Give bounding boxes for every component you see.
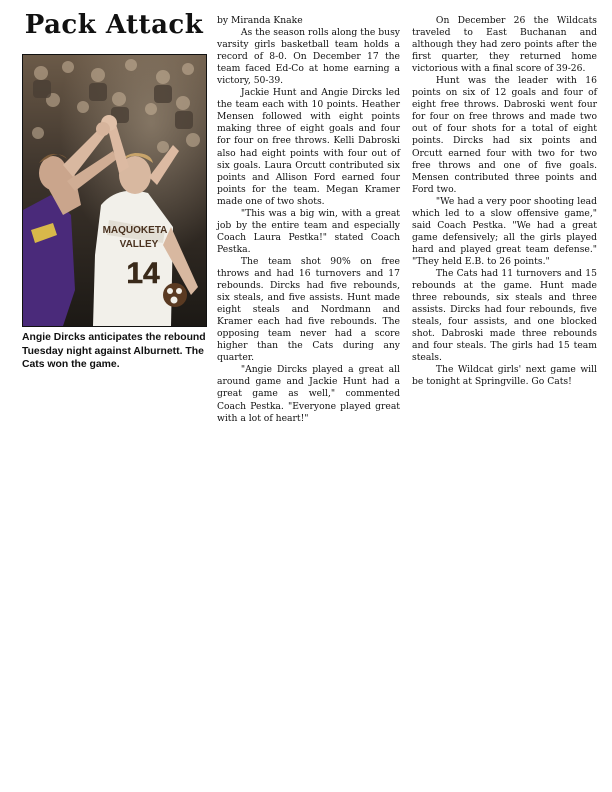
photo-caption: Angie Dircks anticipates the rebound Tuesday night against Alburnett. The Cats won the game.	[22, 332, 206, 371]
paragraph: Hunt was the leader with 16 points on six of 12 goals and four of eight free throws. Dabroski went four for four on free throws and made two out of four shots for a total of eight points. Dircks had six points and Orcutt earned four with two for two free throws and one of five goals. Mensen contributed three points and Ford two.	[412, 75, 597, 195]
paragraph: On December 26 the Wildcats traveled to East Buchanan and although they had zero points after the first quarter, they returned home victorious with a final score of 39-26.	[412, 15, 597, 75]
jersey-text-line-1: MAQUOKETA	[102, 225, 168, 236]
paragraph: "This was a big win, with a great job by the entire team and especially Coach Laura Pestka!" stated Coach Pestka.	[217, 207, 400, 255]
paragraph: The Wildcat girls' next game will be tonight at Springville. Go Cats!	[412, 364, 597, 388]
jersey-text-line-2: VALLEY	[119, 239, 159, 250]
basketball-photo	[22, 54, 207, 327]
headline: Pack Attack	[24, 10, 204, 40]
paragraph: As the season rolls along the busy varsity girls basketball team holds a record of 8-0. On December 17 the team faced Ed-Co at home earning a victory, 50-39.	[217, 27, 400, 87]
paragraph: Jackie Hunt and Angie Dircks led the team each with 10 points. Heather Mensen followed with eight points making three of eight goals and four for four on free throws. Kelli Dabroski also had eight points with four out of six goals. Laura Orcutt contributed six points and Allison Ford earned four points for the team. Megan Kramer made one of two shots.	[217, 87, 400, 207]
paragraph: The team shot 90% on free throws and had 16 turnovers and 17 rebounds. Dircks had five rebounds, six steals, and five assists. Hunt made eight steals and Nordmann and Kramer each had five rebounds. The opposing team never had a score higher than the Cats during any quarter.	[217, 255, 400, 364]
byline: by Miranda Knake	[217, 15, 303, 26]
article-column-2	[412, 15, 597, 388]
jersey-number: 14	[126, 257, 160, 290]
paragraph: The Cats had 11 turnovers and 15 rebounds at the game. Hunt made three rebounds, six steals and three assists. Dircks had four rebounds, five steals, four assists, and one blocked shot. Dabroski made three rebounds and four steals. The girls had 15 team steals.	[412, 267, 597, 364]
article-column-1	[217, 15, 400, 425]
paragraph: "We had a very poor shooting lead which led to a slow offensive game," said Coach Pestka. "We had a great game defensively; all the girls played hard and played great team defense." "They held E.B. to 26 points."	[412, 195, 597, 267]
paragraph: "Angie Dircks played a great all around game and Jackie Hunt had a great game as well," commented Coach Pestka. "Everyone played great with a lot of heart!"	[217, 364, 400, 424]
